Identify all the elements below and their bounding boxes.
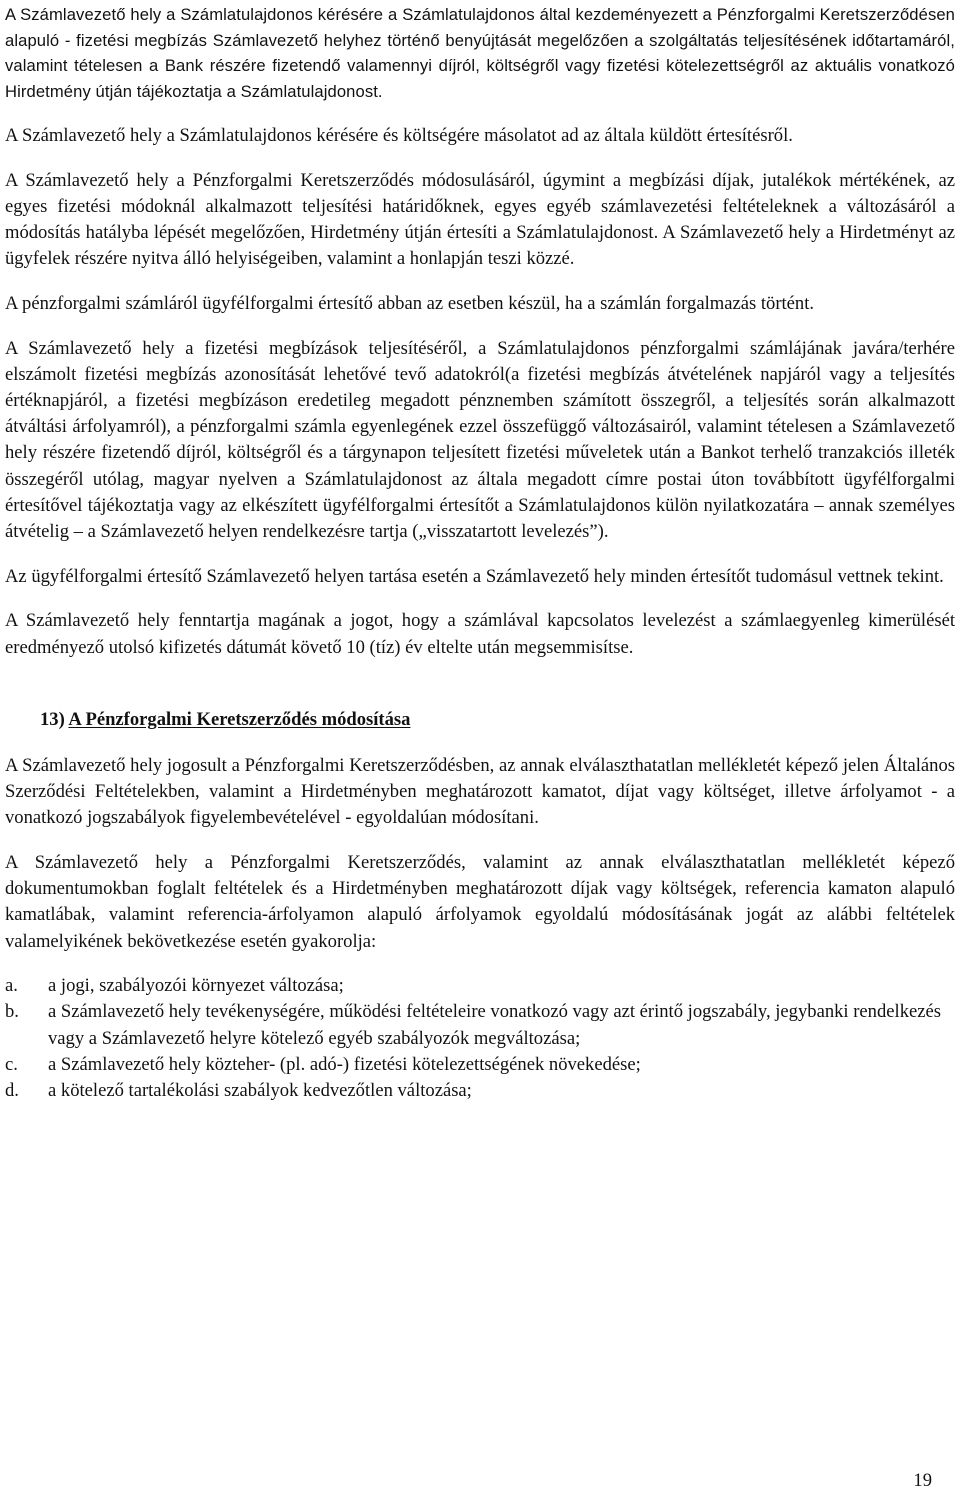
paragraph-statement-condition: A pénzforgalmi számláról ügyfélforgalmi értesítő abban az esetben készül, ha a számlán forgalmazás történt. (5, 292, 815, 314)
list-marker: b. (5, 1001, 19, 1023)
paragraph-record-retention: A Számlavezető hely fenntartja magának a jogot, hogy a számlával kapcsolatos levelezést a számlaegyenleg kimerülését eredményező utolsó kifizetés dátumát követő 10 (tíz) év eltelte után megsemmisítse. (5, 610, 955, 658)
list-item-text: a Számlavezető hely közteher- (pl. adó-) fizetési kötelezettségének növekedése; (48, 1053, 641, 1075)
list-item-text: a jogi, szabályozói környezet változása; (48, 975, 344, 997)
paragraph-statement-details: A Számlavezető hely a fizetési megbízások teljesítéséről, a Számlatulajdonos pénzforgalmi számlájának javára/terhére elszámolt fizetési megbízás azonosítását lehetővé tevő adatokról(a fizetési megbízás átvételének napjáról vagy a teljesítés értéknapjáról, a fizetési megbízáson eredetileg megadott pénznemben számított összegről, a teljesítés során alkalmazott átváltási árfolyamról), a pénzforgalmi számla egyenlegének ezzel összefüggő változásairól, valamint tételesen a Számlavezető hely részére fizetendő díjról, költségről és a tárgynapon teljesített fizetési műveletek után a Bankot terhelő tranzakciós illeték összegéről utólag, magyar nyelven a Számlatulajdonost az általa megadott címre postai úton továbbított ügyfélforgalmi értesítővel tájékoztatja vagy az elkészített ügyfélforgalmi értesítőt a Számlatulajdonos külön nyilatkozatára – annak személyes átvételig – a Számlavezető helyen rendelkezésre tartja („visszatartott levelezés”). (5, 337, 955, 543)
list-item (5, 999, 955, 1051)
list-item (5, 1078, 955, 1104)
paragraph-held-mail: Az ügyfélforgalmi értesítő Számlavezető helyen tartása esetén a Számlavezető hely minden értesítőt tudomásul vettnek tekint. (5, 565, 944, 587)
paragraph-unilateral-modification: A Számlavezető hely jogosult a Pénzforgalmi Keretszerződésben, az annak elválaszthatatlan mellékletét képező jelen Általános Szerződési Feltételekben, valamint a Hirdetményben meghatározott kamatot, díjat vagy költséget, illetve árfolyamot - a vonatkozó jogszabályok figyelembevételével - egyoldalúan módosítani. (5, 754, 955, 829)
list-marker: d. (5, 1080, 19, 1102)
list-item-text: a Számlavezető hely tevékenységére, működési feltételeire vonatkozó vagy azt érintő jogszabály, jegybanki rendelkezés vagy a Számlavezető helyre kötelező egyéb szabályozók megváltozása; (48, 1001, 941, 1049)
paragraph-fee-information-text: A Számlavezető hely a Számlatulajdonos kérésére a Számlatulajdonos által kezdeményezett a Pénzforgalmi Keretszerződésen alapuló - fizetési megbízás Számlavezető helyhez történő benyújtását megelőzően a szolgáltatás teljesítésének időtartamáról, valamint tételesen a Bank részére fizetendő valamennyi díjról, költségről vagy fizetési kötelezettségről az aktuális vonatkozó Hirdetmény útján tájékoztatja a Számlatulajdonost. (5, 5, 955, 101)
list-marker: a. (5, 975, 18, 997)
list-item (5, 973, 955, 999)
conditions-list (5, 973, 955, 1104)
paragraph-fee-information (5, 2, 955, 104)
section-number: 13) (40, 708, 65, 730)
page-number: 19 (913, 1470, 932, 1491)
section-title: A Pénzforgalmi Keretszerződés módosítása (68, 708, 411, 730)
section-heading (5, 707, 955, 733)
list-marker: c. (5, 1053, 18, 1075)
paragraph-copy-request: A Számlavezető hely a Számlatulajdonos kérésére és költségére másolatot ad az általa küldött értesítésről. (5, 124, 793, 146)
list-item (5, 1052, 955, 1078)
paragraph-contract-changes-notice: A Számlavezető hely a Pénzforgalmi Keretszerződés módosulásáról, úgymint a megbízási díjak, jutalékok mértékének, az egyes fizetési módoknál alkalmazott teljesítési határidőknek, egyes egyéb számlavezetési feltételeknek a változásáról a módosítás hatályba lépését megelőzően, Hirdetmény útján értesíti a Számlatulajdonost. A Számlavezető hely a Hirdetményt az ügyfelek részére nyitva álló helyiségeiben, valamint a honlapján teszi közzé. (5, 169, 955, 270)
paragraph-modification-conditions: A Számlavezető hely a Pénzforgalmi Keretszerződés, valamint az annak elválaszthatatlan mellékletét képező dokumentumokban foglalt feltételek és a Hirdetményben meghatározott díjak vagy költségek, referencia kamaton alapuló kamatlábak, valamint referencia-árfolyamon alapuló árfolyamok egyoldalú módosításának jogát az alábbi feltételek valamelyikének bekövetkezése esetén gyakorolja: (5, 851, 955, 952)
list-item-text: a kötelező tartalékolási szabályok kedvezőtlen változása; (48, 1080, 472, 1102)
document-page (5, 2, 955, 1104)
